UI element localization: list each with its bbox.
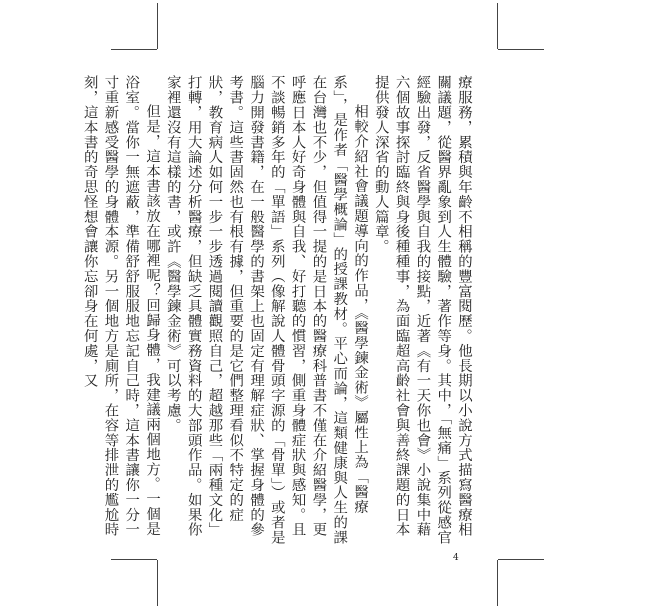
crop-mark [157,560,158,606]
page-number: 4 [453,553,459,563]
vertical-body-text [81,75,474,545]
crop-mark [111,49,157,50]
paragraph: 相較介紹社會議題導向的作品，《醫學鍊金術》屬性上為「醫療系」，是作者「醫學概論」的授課教材。平心而論，這類健康與人生的課在台灣也不少，但值得一提的是日本的醫療科普書不僅在介紹醫學，更呼應日本人好奇身體與自我、好打聽的慣習，側重身體症狀與感知。且不談暢銷多年的「單語」系列（像解說人體骨頭字源的「骨單」）或者是腦力開發書籍，在一般醫學的書架上也固定有理解症狀、掌握身體的參考書。這些書固然也有根有據，但重要的是它們整理看似不特定的症狀，教育病人如何一步一步透過閱讀觀照自己，超越那些「兩種文化」打轉，用大論述分析醫療，但缺乏具體實務資料的大部頭作品。如果你家裡還沒有這樣的書，或許《醫學鍊金術》可以考慮。 [164,75,369,545]
crop-mark [157,3,158,49]
crop-mark [498,49,544,50]
crop-mark [497,3,498,49]
crop-mark [497,560,498,606]
crop-mark [498,559,544,560]
paragraph: 療服務，累積與年齡不相稱的豐富閱歷。他長期以小說方式描寫醫療相關議題，從醫界亂象到人生體驗，著作等身。其中，「無痛」系列從感官經驗出發，反省醫學與自我的接點，近著《有一天你也會》小說集中藉六個故事探討臨終與身後種種事，為面臨超高齡社會與善終課題的日本提供發人深省的動人篇章。 [372,75,472,545]
crop-mark [111,559,157,560]
paragraph: 但是，這本書該放在哪裡呢？回歸身體，我建議兩個地方。一個是浴室。當你一無遮蔽，準備舒舒服服地忘記自己時，這本書讓你一分一寸重新感受醫學的身體本源。另一個地方是廁所，在容等排泄的尷尬時刻，這本書的奇思怪想會讓你忘卻身在何處，又 [81,75,161,537]
